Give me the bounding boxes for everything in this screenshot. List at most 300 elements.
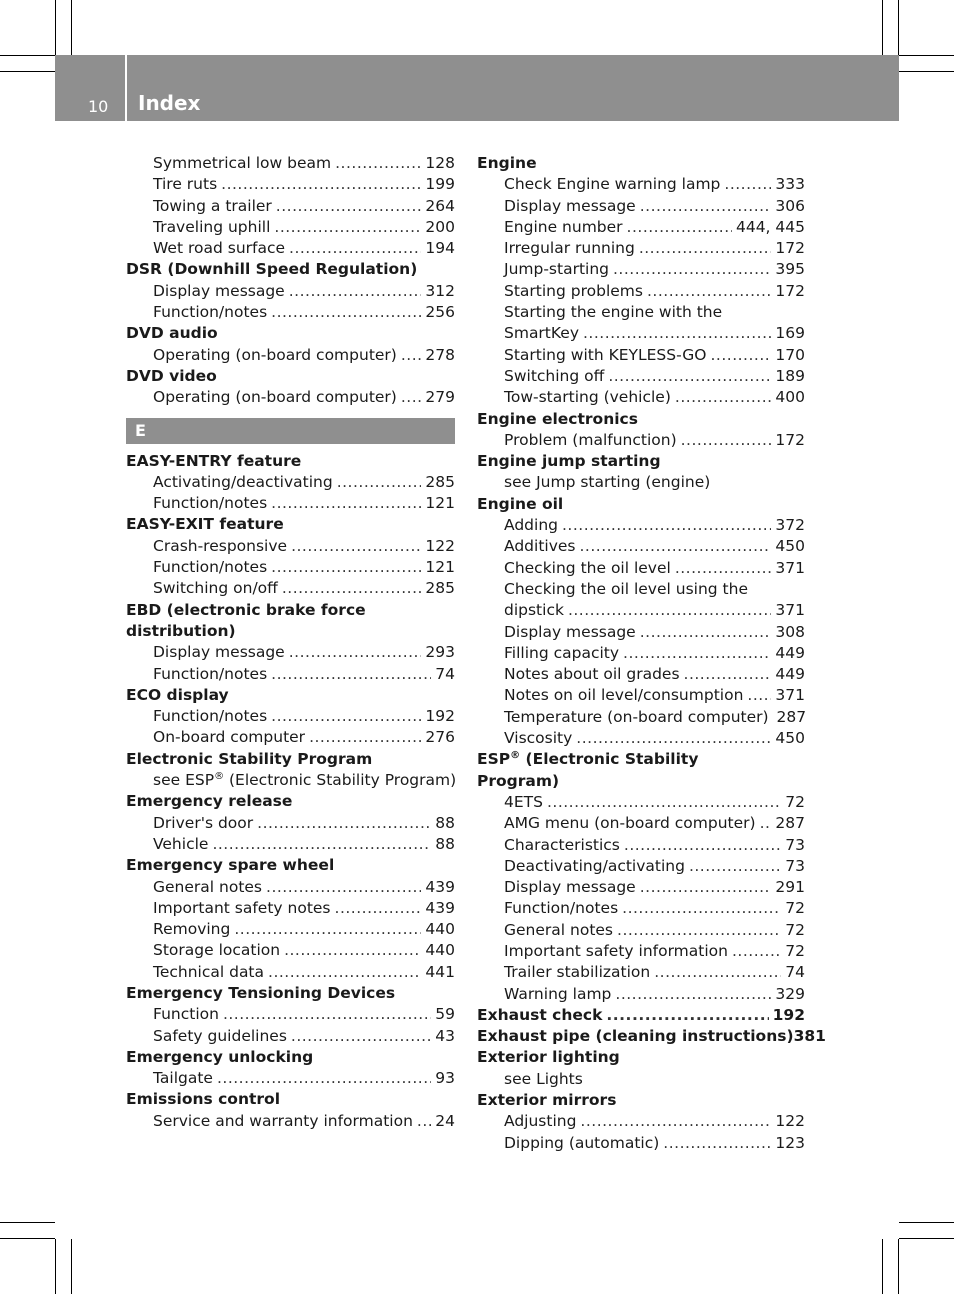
entry-label: distribution) (126, 621, 236, 640)
index-entry[interactable] (477, 1133, 805, 1154)
index-entry[interactable] (477, 600, 805, 621)
index-entry[interactable] (126, 1068, 455, 1089)
registered-mark: ® (510, 750, 521, 762)
entry-label: Crash-responsive (153, 536, 288, 555)
index-entry[interactable] (477, 281, 805, 302)
index-heading (477, 771, 805, 792)
index-heading (126, 1047, 455, 1068)
crop-mark (71, 1239, 72, 1294)
entry-label: Display message (504, 622, 636, 641)
entry-label: Tow-starting (vehicle) (504, 388, 671, 407)
index-entry[interactable] (126, 578, 455, 599)
leader-dots (622, 898, 781, 919)
leader-dots (335, 153, 421, 174)
index-entry[interactable] (477, 664, 805, 685)
page-reference[interactable]: 372 (775, 516, 805, 535)
index-entry (126, 770, 455, 791)
page-reference[interactable]: 172 (775, 239, 805, 258)
index-entry[interactable] (477, 430, 805, 451)
index-entry[interactable] (477, 920, 805, 941)
page-reference[interactable]: 306 (775, 196, 805, 215)
index-entry[interactable] (126, 345, 455, 366)
entry-label: Driver's door (153, 813, 254, 832)
leader-dots (221, 174, 421, 195)
index-column-left (126, 153, 455, 1132)
index-entry[interactable] (126, 727, 455, 748)
header-divider (125, 55, 127, 121)
crop-mark (55, 1239, 56, 1294)
index-entry[interactable] (477, 345, 805, 366)
index-entry[interactable] (126, 877, 455, 898)
entry-label: EASY-ENTRY feature (126, 451, 302, 470)
entry-label: Switching off (504, 366, 605, 385)
entry-label: Electronic Stability Program (126, 749, 373, 768)
index-entry[interactable] (477, 643, 805, 664)
index-entry[interactable] (126, 302, 455, 323)
leader-dots (747, 685, 771, 706)
index-heading (126, 791, 455, 812)
entry-label: Function/notes (153, 558, 268, 577)
index-heading (126, 749, 455, 770)
entry-label: Symmetrical low beam (153, 154, 332, 172)
page-reference[interactable]: 291 (775, 878, 805, 897)
crop-mark (0, 1222, 55, 1223)
index-entry[interactable] (477, 515, 805, 536)
entry-label: Problem (malfunction) (504, 430, 677, 449)
entry-label: Characteristics (504, 835, 620, 854)
entry-label: Adding (504, 516, 558, 535)
page-reference[interactable]: 449 (775, 643, 805, 662)
crop-mark (55, 0, 56, 55)
page-reference[interactable]: 287 (775, 814, 805, 833)
leader-dots (663, 1133, 771, 1154)
page-reference[interactable]: 121 (425, 558, 455, 577)
page-reference[interactable]: 73 (785, 856, 805, 875)
index-heading (126, 451, 455, 472)
leader-dots (606, 1005, 768, 1026)
entry-label: Technical data (153, 962, 265, 981)
crop-mark (899, 1222, 954, 1223)
entry-label: Starting with KEYLESS-GO (504, 345, 707, 364)
page-reference[interactable]: 278 (425, 345, 455, 364)
index-heading (126, 685, 455, 706)
entry-label: General notes (504, 920, 614, 939)
entry-label: Checking the oil level (504, 558, 671, 577)
index-entry[interactable] (126, 557, 455, 578)
index-heading (126, 855, 455, 876)
page-reference[interactable]: 285 (425, 579, 455, 598)
entry-label: Display message (153, 281, 285, 300)
leader-dots (568, 600, 771, 621)
entry-label: ECO display (126, 685, 229, 704)
crop-mark (898, 0, 899, 55)
index-entry[interactable] (126, 238, 455, 259)
leader-dots (647, 281, 771, 302)
page-reference[interactable]: 312 (425, 281, 455, 300)
leader-dots (640, 196, 772, 217)
index-entry[interactable] (477, 174, 805, 195)
index-entry[interactable] (477, 813, 805, 834)
leader-dots (223, 1004, 431, 1025)
page-reference[interactable]: 122 (775, 1112, 805, 1131)
entry-label: Engine number (504, 217, 623, 236)
page-reference[interactable]: 285 (425, 472, 455, 491)
page-reference[interactable]: 72 (785, 941, 805, 960)
entry-label: Program) (477, 771, 560, 790)
entry-label: Operating (on-board computer) (153, 388, 397, 407)
crop-mark (0, 55, 55, 56)
page-reference[interactable]: 123 (775, 1133, 805, 1152)
index-entry[interactable] (126, 1111, 455, 1132)
leader-dots (732, 941, 781, 962)
entry-label: see Jump starting (engine) (504, 473, 711, 492)
page-reference[interactable]: 395 (775, 260, 805, 279)
page-reference[interactable]: 59 (435, 1005, 455, 1024)
leader-dots (654, 962, 781, 983)
leader-dots (562, 515, 771, 536)
crop-mark (0, 1238, 55, 1239)
page-reference[interactable]: 72 (785, 899, 805, 918)
entry-label: Function/notes (153, 303, 268, 322)
entry-label: Function (153, 1005, 219, 1024)
index-entry[interactable] (126, 1026, 455, 1047)
leader-dots (583, 323, 771, 344)
entry-label: Switching on/off (153, 579, 278, 598)
index-entry[interactable] (126, 940, 455, 961)
index-entry[interactable] (126, 813, 455, 834)
entry-label: SmartKey (504, 324, 579, 343)
entry-label: Check Engine warning lamp (504, 175, 721, 194)
index-entry[interactable] (126, 962, 455, 983)
leader-dots (624, 835, 781, 856)
index-entry[interactable] (126, 919, 455, 940)
leader-dots (640, 622, 772, 643)
leader-dots (234, 919, 421, 940)
leader-dots (580, 1111, 771, 1132)
entry-label: Engine oil (477, 494, 564, 513)
entry-label: Additives (504, 537, 576, 556)
index-entry[interactable] (477, 323, 805, 344)
page-reference[interactable]: 200 (425, 217, 455, 236)
page-reference[interactable]: 400 (775, 388, 805, 407)
index-entry[interactable] (477, 622, 805, 643)
entry-label: Tire ruts (153, 175, 218, 194)
index-entry[interactable] (126, 536, 455, 557)
leader-dots (271, 706, 421, 727)
index-heading (126, 621, 455, 642)
entry-label: Checking the oil level using the (504, 579, 748, 598)
index-heading (126, 259, 455, 280)
leader-dots (274, 217, 421, 238)
entry-label: dipstick (504, 601, 564, 620)
page-reference[interactable]: 276 (425, 728, 455, 747)
index-entry[interactable] (477, 217, 805, 238)
leader-dots (613, 259, 771, 280)
entry-label: ESP® (Electronic Stability (477, 750, 699, 769)
leader-dots (684, 664, 772, 685)
index-column-right (477, 153, 826, 1154)
page-reference[interactable]: 444, 445 (735, 217, 805, 236)
leader-dots (547, 792, 781, 813)
entry-label: AMG menu (on-board computer) (504, 814, 756, 833)
entry-label: Exhaust check (477, 1005, 603, 1024)
page-reference[interactable]: 192 (425, 707, 455, 726)
entry-label: Storage location (153, 941, 281, 960)
index-heading (126, 983, 455, 1004)
leader-dots (257, 813, 431, 834)
index-entry[interactable] (477, 536, 805, 557)
index-entry[interactable] (126, 834, 455, 855)
leader-dots (617, 920, 781, 941)
index-entry[interactable] (477, 962, 805, 983)
entry-label: Jump-starting (504, 260, 609, 279)
entry-label: Emergency spare wheel (126, 856, 335, 875)
page-reference[interactable]: 122 (425, 536, 455, 555)
index-entry (477, 472, 805, 493)
entry-label: Filling capacity (504, 643, 620, 662)
index-heading (477, 1047, 805, 1068)
entry-label: Engine (477, 154, 537, 172)
leader-dots (623, 643, 771, 664)
leader-dots (401, 387, 422, 408)
index-entry[interactable] (477, 792, 805, 813)
index-entry[interactable] (126, 153, 455, 174)
leader-dots (579, 536, 771, 557)
leader-dots (217, 1068, 431, 1089)
leader-dots (271, 557, 421, 578)
page-reference[interactable]: 293 (425, 643, 455, 662)
page-reference[interactable]: 189 (775, 366, 805, 385)
entry-label: Tailgate (153, 1069, 213, 1088)
page-reference[interactable]: 287 (776, 707, 807, 726)
index-heading[interactable] (477, 1026, 826, 1047)
entry-label: Emergency release (126, 792, 293, 811)
index-entry[interactable] (477, 558, 805, 579)
leader-dots (289, 238, 421, 259)
leader-dots (639, 238, 772, 259)
index-entry[interactable] (477, 728, 805, 749)
index-entry (477, 1069, 805, 1090)
entry-label: General notes (153, 877, 263, 896)
page-reference[interactable]: 192 (772, 1005, 805, 1024)
entry-label: Trailer stabilization (504, 963, 651, 982)
entry-label: Service and warranty information (153, 1111, 413, 1130)
entry-label: Dipping (automatic) (504, 1133, 660, 1152)
page-reference[interactable]: 72 (785, 920, 805, 939)
index-entry[interactable] (477, 259, 805, 280)
entry-label: Operating (on-board computer) (153, 345, 397, 364)
leader-dots (266, 877, 421, 898)
index-entry[interactable] (126, 706, 455, 727)
index-entry[interactable] (477, 898, 805, 919)
index-entry[interactable] (477, 196, 805, 217)
page-reference[interactable]: 264 (425, 196, 455, 215)
entry-label: Notes about oil grades (504, 665, 680, 684)
entry-label: Notes on oil level/consumption (504, 686, 744, 705)
entry-label: Function/notes (153, 707, 268, 726)
leader-dots (417, 1111, 431, 1132)
page-reference[interactable]: 170 (775, 345, 805, 364)
index-entry[interactable] (126, 493, 455, 514)
page-reference[interactable]: 93 (435, 1069, 455, 1088)
index-entry[interactable] (477, 984, 805, 1005)
index-entry[interactable] (126, 642, 455, 663)
entry-label: Removing (153, 920, 231, 939)
index-entry[interactable] (477, 366, 805, 387)
index-entry[interactable] (126, 898, 455, 919)
entry-label: Deactivating/activating (504, 856, 685, 875)
page-reference[interactable]: 441 (425, 962, 455, 981)
entry-label: Emissions control (126, 1090, 281, 1109)
crop-mark (898, 1239, 899, 1294)
entry-label: Adjusting (504, 1112, 577, 1131)
leader-dots (212, 834, 431, 855)
leader-dots (268, 962, 421, 983)
page-reference[interactable]: 329 (775, 984, 805, 1003)
index-entry[interactable] (477, 387, 805, 408)
index-heading (126, 514, 455, 535)
index-heading (126, 323, 455, 344)
leader-dots (681, 430, 772, 451)
leader-dots (335, 898, 422, 919)
index-entry[interactable] (477, 238, 805, 259)
leader-dots (640, 877, 772, 898)
index-heading (126, 366, 455, 387)
leader-dots (284, 940, 421, 961)
entry-label: EBD (electronic brake force (126, 600, 366, 619)
entry-label: Temperature (on-board computer) (504, 707, 769, 726)
leader-dots (401, 345, 422, 366)
section-letter-band: E (126, 418, 455, 444)
index-heading (477, 409, 805, 430)
index-entry[interactable] (126, 174, 455, 195)
leader-dots (608, 366, 771, 387)
crop-mark (882, 1239, 883, 1294)
index-entry[interactable] (126, 217, 455, 238)
index-entry[interactable] (477, 941, 805, 962)
index-entry[interactable] (126, 281, 455, 302)
entry-label: Vehicle (153, 834, 209, 853)
index-heading (477, 1090, 805, 1111)
registered-mark: ® (214, 771, 225, 783)
page-reference[interactable]: 381 (793, 1027, 826, 1046)
page-reference[interactable]: 169 (775, 324, 805, 343)
entry-label: 4ETS (504, 792, 543, 811)
leader-dots (289, 281, 422, 302)
index-entry[interactable] (477, 707, 805, 728)
leader-dots (724, 174, 771, 195)
crop-mark (899, 1238, 954, 1239)
index-entry[interactable] (477, 1111, 805, 1132)
entry-label: Display message (153, 643, 285, 662)
leader-dots (289, 642, 422, 663)
entry-label: Function/notes (504, 899, 619, 918)
index-entry[interactable] (126, 387, 455, 408)
page-reference[interactable]: 450 (775, 537, 805, 556)
leader-dots (309, 727, 421, 748)
leader-dots (627, 217, 732, 238)
page-reference[interactable]: 279 (425, 388, 455, 407)
leader-dots (276, 196, 422, 217)
index-entry[interactable] (126, 472, 455, 493)
index-entry[interactable] (126, 664, 455, 685)
entry-label: Towing a trailer (153, 196, 272, 215)
page-reference[interactable]: 172 (775, 430, 805, 449)
page-reference[interactable]: 121 (425, 494, 455, 513)
index-entry[interactable] (126, 196, 455, 217)
index-heading[interactable] (477, 1005, 805, 1026)
index-entry (477, 302, 805, 323)
entry-label: Exhaust pipe (cleaning instructions) (477, 1027, 794, 1046)
page-reference[interactable]: 74 (435, 664, 455, 683)
page-reference[interactable]: 24 (435, 1111, 455, 1130)
crop-mark (882, 0, 883, 55)
leader-dots (271, 664, 431, 685)
page-reference[interactable]: 172 (775, 281, 805, 300)
page-reference[interactable]: 256 (425, 303, 455, 322)
page-reference[interactable]: 72 (785, 792, 805, 811)
index-entry[interactable] (477, 685, 805, 706)
index-entry[interactable] (477, 877, 805, 898)
page-reference[interactable]: 371 (775, 686, 805, 705)
page-number: 10 (88, 97, 109, 116)
entry-label: Starting problems (504, 281, 643, 300)
page-reference[interactable]: 439 (425, 898, 455, 917)
leader-dots (576, 728, 771, 749)
page-reference[interactable]: 88 (435, 834, 455, 853)
leader-dots (282, 578, 422, 599)
leader-dots (710, 345, 771, 366)
page-reference[interactable]: 333 (775, 175, 805, 194)
index-entry[interactable] (126, 1004, 455, 1025)
entry-label: Exterior mirrors (477, 1091, 617, 1110)
page-reference[interactable]: 73 (785, 835, 805, 854)
entry-label: Important safety notes (153, 898, 331, 917)
page-reference[interactable]: 440 (425, 941, 455, 960)
entry-label: Warning lamp (504, 984, 612, 1003)
page-reference[interactable]: 449 (775, 665, 805, 684)
page-title: Index (138, 91, 201, 115)
page-reference[interactable]: 199 (425, 175, 455, 194)
entry-label: Function/notes (153, 664, 268, 683)
page-reference[interactable]: 450 (775, 729, 805, 748)
entry-label: see Lights (504, 1069, 583, 1088)
page-header (55, 55, 899, 121)
page-reference[interactable]: 88 (435, 813, 455, 832)
entry-label: Traveling uphill (153, 217, 271, 236)
page-reference[interactable]: 439 (425, 877, 455, 896)
page-reference[interactable]: 43 (435, 1026, 455, 1045)
index-heading (477, 451, 805, 472)
page-reference[interactable]: 194 (425, 239, 455, 258)
entry-label: Irregular running (504, 239, 635, 258)
entry-label: Starting the engine with the (504, 303, 723, 322)
index-entry[interactable] (477, 856, 805, 877)
index-heading (477, 494, 805, 515)
page-reference[interactable]: 308 (775, 622, 805, 641)
page-reference[interactable]: 74 (785, 963, 805, 982)
entry-label: Safety guidelines (153, 1026, 287, 1045)
page-reference[interactable]: 371 (775, 558, 805, 577)
page-reference[interactable]: 371 (775, 601, 805, 620)
page-reference[interactable]: 440 (425, 920, 455, 939)
leader-dots (760, 813, 772, 834)
entry-label: Emergency Tensioning Devices (126, 983, 396, 1002)
page-reference[interactable]: 128 (425, 154, 455, 172)
entry-label: DSR (Downhill Speed Regulation) (126, 260, 418, 279)
entry-label: Emergency unlocking (126, 1047, 314, 1066)
index-entry[interactable] (477, 835, 805, 856)
